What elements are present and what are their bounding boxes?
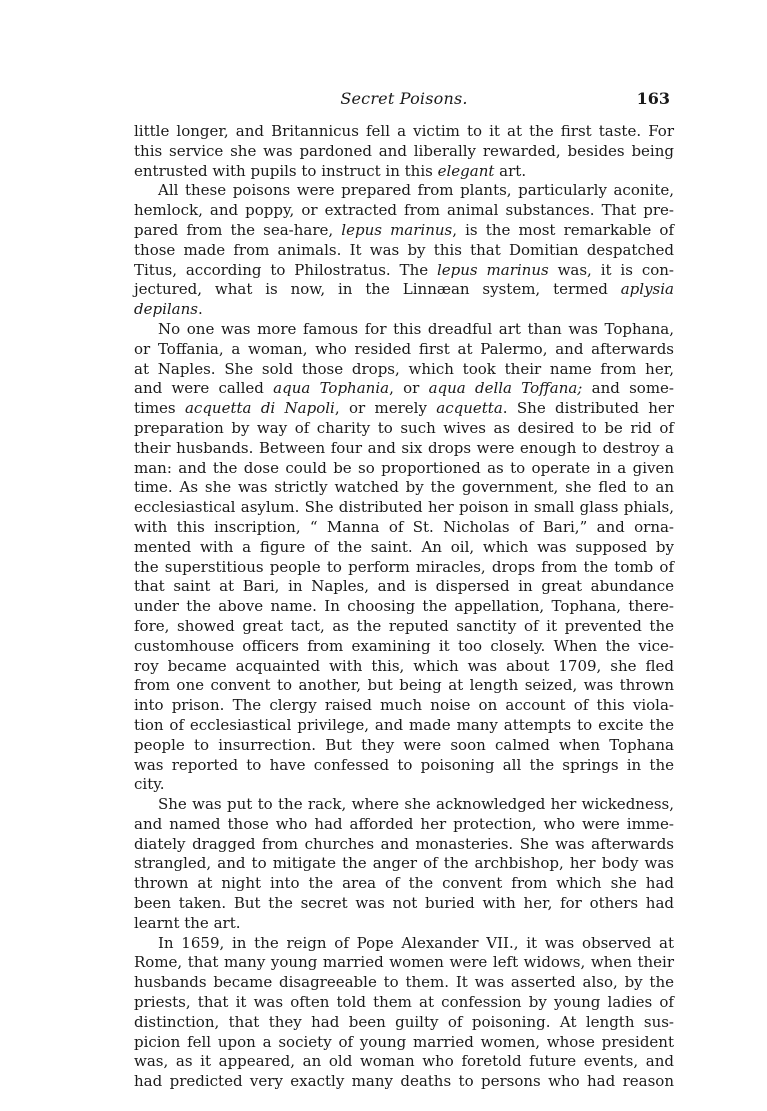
text-run: and were called <box>134 379 274 398</box>
text-run: mented with a figure of the saint. An oil, which was supposed by <box>134 537 674 556</box>
text-line <box>134 241 674 261</box>
text-line <box>134 280 674 300</box>
text-line <box>134 439 674 459</box>
text-run: , or <box>389 379 429 398</box>
text-line <box>134 498 674 518</box>
text-run: into prison. The clergy raised much noise on account of this viola- <box>134 696 674 715</box>
text-line <box>134 854 674 874</box>
text-run: from one convent to another, but being at length seized, was thrown <box>134 676 674 695</box>
text-run: . She distributed her <box>502 399 674 418</box>
text-line <box>134 894 674 914</box>
text-line <box>134 201 674 221</box>
italic-phrase: lepus marinus <box>341 220 453 239</box>
text-line <box>134 775 674 795</box>
text-line <box>134 538 674 558</box>
text-line <box>134 953 674 973</box>
text-run: and some- <box>582 379 674 398</box>
text-run: city. <box>134 775 165 794</box>
text-line <box>134 261 674 281</box>
text-line <box>134 399 674 419</box>
text-run: husbands became disagreeable to them. It was asserted also, by the <box>134 973 674 992</box>
text-run: Titus, according to Philostratus. The <box>134 260 437 279</box>
text-line <box>134 459 674 479</box>
italic-phrase: aqua Tophania <box>273 379 390 398</box>
text-line <box>134 835 674 855</box>
text-run: learnt the art. <box>134 913 241 932</box>
text-line <box>134 162 674 182</box>
text-run: . <box>197 300 203 319</box>
text-run: No one was more famous for this dreadful art than was Tophana, <box>158 319 674 338</box>
text-run: All these poisons were prepared from plants, particularly aconite, <box>158 181 674 200</box>
text-line <box>134 993 674 1013</box>
text-run: man: and the dose could be so proportioned as to operate in a given <box>134 458 674 477</box>
text-run: with this inscription, “ Manna of St. Nicholas of Bari,” and orna- <box>134 517 674 536</box>
italic-phrase: lepus marinus <box>437 260 549 279</box>
text-run: priests, that it was often told them at confession by young ladies of <box>134 993 674 1012</box>
italic-phrase: acquetta <box>436 399 503 418</box>
text-run: distinction, that they had been guilty of poisoning. At length sus- <box>134 1012 674 1031</box>
text-line <box>134 419 674 439</box>
running-title: Secret Poisons. <box>340 89 468 108</box>
text-line <box>134 221 674 241</box>
text-run: preparation by way of charity to such wives as desired to be rid of <box>134 418 674 437</box>
text-run: roy became acquainted with this, which was about 1709, she fled <box>134 656 674 675</box>
text-run: or Toffania, a woman, who resided first at Palermo, and afterwards <box>134 339 674 358</box>
text-line <box>134 597 674 617</box>
text-run: fore, showed great tact, as the reputed sanctity of it prevented the <box>134 616 674 635</box>
text-run: at Naples. She sold those drops, which took their name from her, <box>134 359 674 378</box>
body-text <box>134 122 674 1092</box>
text-run: diately dragged from churches and monasteries. She was afterwards <box>134 834 674 853</box>
text-line <box>134 617 674 637</box>
text-line <box>134 874 674 894</box>
text-run: art. <box>494 161 527 180</box>
text-line <box>134 1033 674 1053</box>
text-run: picion fell upon a society of young married women, whose president <box>134 1032 674 1051</box>
text-line <box>134 696 674 716</box>
text-line <box>134 360 674 380</box>
text-line <box>134 756 674 776</box>
text-run: this service she was pardoned and liberally rewarded, besides being <box>134 141 674 160</box>
text-line <box>134 676 674 696</box>
text-line <box>134 300 674 320</box>
page-number: 163 <box>636 89 670 108</box>
text-run: their husbands. Between four and six drops were enough to destroy a <box>134 438 674 457</box>
text-run: time. As she was strictly watched by the government, she fled to an <box>134 478 674 497</box>
text-run: been taken. But the secret was not buried with her, for others had <box>134 894 674 913</box>
text-line <box>134 181 674 201</box>
text-run: entrusted with pupils to instruct in this <box>134 161 438 180</box>
running-head <box>134 89 674 111</box>
text-line <box>134 815 674 835</box>
italic-phrase: depilans <box>134 300 198 319</box>
text-run: people to insurrection. But they were soon calmed when Tophana <box>134 735 674 754</box>
text-run: and named those who had afforded her protection, who were imme- <box>134 814 674 833</box>
italic-phrase: aqua della Toffana; <box>428 379 583 398</box>
text-line <box>134 657 674 677</box>
text-run: Rome, that many young married women were left widows, when their <box>134 953 674 972</box>
text-line <box>134 558 674 578</box>
text-line <box>134 1052 674 1072</box>
text-run: thrown at night into the area of the convent from which she had <box>134 874 674 893</box>
text-line <box>134 320 674 340</box>
text-run: customhouse officers from examining it too closely. When the vice- <box>134 636 674 655</box>
italic-phrase: acquetta di Napoli <box>184 399 335 418</box>
text-line <box>134 1072 674 1092</box>
text-run: strangled, and to mitigate the anger of the archbishop, her body was <box>134 854 674 873</box>
text-run: was, it is con- <box>548 260 674 279</box>
text-run: She was put to the rack, where she acknowledged her wickedness, <box>158 795 674 814</box>
text-run: was, as it appeared, an old woman who foretold future events, and <box>134 1052 674 1071</box>
text-line <box>134 122 674 142</box>
text-run: under the above name. In choosing the appellation, Tophana, there- <box>134 597 674 616</box>
text-run: hemlock, and poppy, or extracted from animal substances. That pre- <box>134 201 674 220</box>
text-line <box>134 736 674 756</box>
text-run: that saint at Bari, in Naples, and is dispersed in great abundance <box>134 577 674 596</box>
text-run: , or merely <box>334 399 437 418</box>
text-run: , is the most remarkable of <box>452 220 674 239</box>
text-line <box>134 934 674 954</box>
text-line <box>134 1013 674 1033</box>
text-line <box>134 518 674 538</box>
text-line <box>134 478 674 498</box>
text-run: ecclesiastical asylum. She distributed her poison in small glass phials, <box>134 498 674 517</box>
text-run: had predicted very exactly many deaths to persons who had reason <box>134 1072 674 1091</box>
text-line <box>134 577 674 597</box>
italic-phrase: aplysia <box>620 280 674 299</box>
text-run: was reported to have confessed to poisoning all the springs in the <box>134 755 674 774</box>
text-line <box>134 142 674 162</box>
text-run: the superstitious people to perform miracles, drops from the tomb of <box>134 557 674 576</box>
text-run: those made from animals. It was by this that Domitian despatched <box>134 240 674 259</box>
text-line <box>134 795 674 815</box>
text-line <box>134 973 674 993</box>
text-run: pared from the sea-hare, <box>134 220 342 239</box>
text-run: tion of ecclesiastical privilege, and made many attempts to excite the <box>134 715 674 734</box>
text-line <box>134 340 674 360</box>
text-line <box>134 379 674 399</box>
text-run: jectured, what is now, in the Linnæan system, termed <box>134 280 621 299</box>
text-line <box>134 716 674 736</box>
text-line <box>134 637 674 657</box>
text-run: times <box>134 399 185 418</box>
text-run: In 1659, in the reign of Pope Alexander VII., it was observed at <box>158 933 674 952</box>
italic-phrase: elegant <box>437 161 495 180</box>
text-line <box>134 914 674 934</box>
text-run: little longer, and Britannicus fell a victim to it at the first taste. For <box>134 122 674 140</box>
